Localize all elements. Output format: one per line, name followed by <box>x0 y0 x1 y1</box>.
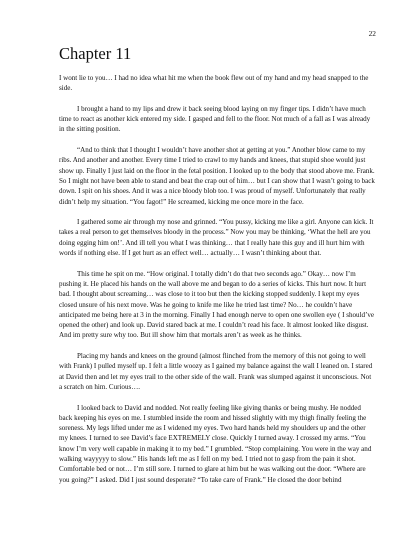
paragraph: I looked back to David and nodded. Not really feeling like giving thanks or being mushy. He nodded back keeping his eyes on me. I stumbled inside the room and hissed slightly with my thigh finally feeling the soreness. My legs lifted under me as I widened my eyes. Two hard hands held my shoulders up and the other my knees. I turned to see David’s face EXTREMELY close. Quickly I turned away. I crossed my arms. “You know I’m very well capable in making it to my bed.” I grumbled. “Stop complaining. You were in the way and walking wayyyyy to slow.” His hands left me as I fell on my bed. I tried not to gasp from the pain it shot. Comfortable bed or not… I’m still sore. I turned to glare at him but he was walking out the door. “Where are you going?” I asked. Did I just sound desperate? “To take care of Frank.” He closed the door behind <box>59 403 372 484</box>
paragraph: I wont lie to you… I had no idea what hit me when the book flew out of my hand and my head snapped to the side. <box>59 74 369 93</box>
paragraph: “And to think that I thought I wouldn’t have another shot at getting at you.” Another blow came to my ribs. And another and another. Every time I tried to crawl to my hands and knees, that stupid shoe would just show up. Finally I just laid on the floor in the fetal position. I looked up to the body that stood above me. Frank. So I might not have been able to stand and beat the crap out of him… but I can show that I wasn’t going to back down. I spit on his shoes. And it was a nice bloody blob too. I was proud of myself. Unfortunately that really didn’t help my situation. “You fagot!” He screamed, kicking me once more in the face. <box>59 146 375 206</box>
paragraph: This time he spit on me. “How original. I totally didn’t do that two seconds ago.” Okay… now I’m pushing it. He placed his hands on the wall above me and began to do a series of kicks. This hurt now. It hurt bad. I thought about screaming… was close to it too but then the kicking stopped suddenly. I kept my eyes closed unsure of his next move. Was he going to knife me like he tried last time? No… he couldn’t have anticipated me being here at 3 in the morning. Finally I had enough nerve to open one swollen eye ( I should’ve opened the other) and look up. David stared back at me. I couldn’t read his face. It almost looked like disgust. And im pretty sure why too. But ill show him that mortals aren’t as week as he thinks. <box>59 269 375 340</box>
paragraph: I brought a hand to my lips and drew it back seeing blood laying on my finger tips. I didn’t have much time to react as another kick entered my side. I gasped and fell to the floor. Not much of a fall as I was already in the sitting position. <box>59 104 371 134</box>
paragraph: Placing my hands and knees on the ground (almost flinched from the memory of this not going to well with Frank) I pulled myself up. I felt a little woozy as I gained my balance against the wall I leaned on. I stared at David then and let my eyes trail to the other side of the wall. Frank was slumped against it unconscious. Not a scratch on him. Curious…. <box>59 352 373 391</box>
page-number: 22 <box>368 29 376 38</box>
chapter-title: Chapter 11 <box>59 44 132 63</box>
chapter-body <box>59 73 375 495</box>
paragraph: I gathered some air through my nose and grinned. “You pussy, kicking me like a girl. Anyone can kick. It takes a real person to get themselves bloody in the process.” Now you may be thinking, ‘What the hell are you doing egging him on!’. And ill tell you what I was thinking… that I really hate this guy and ill hurt him with words if nothing else. If I get hurt as an effect well… actually… I wasn’t thinking about that. <box>59 218 374 258</box>
